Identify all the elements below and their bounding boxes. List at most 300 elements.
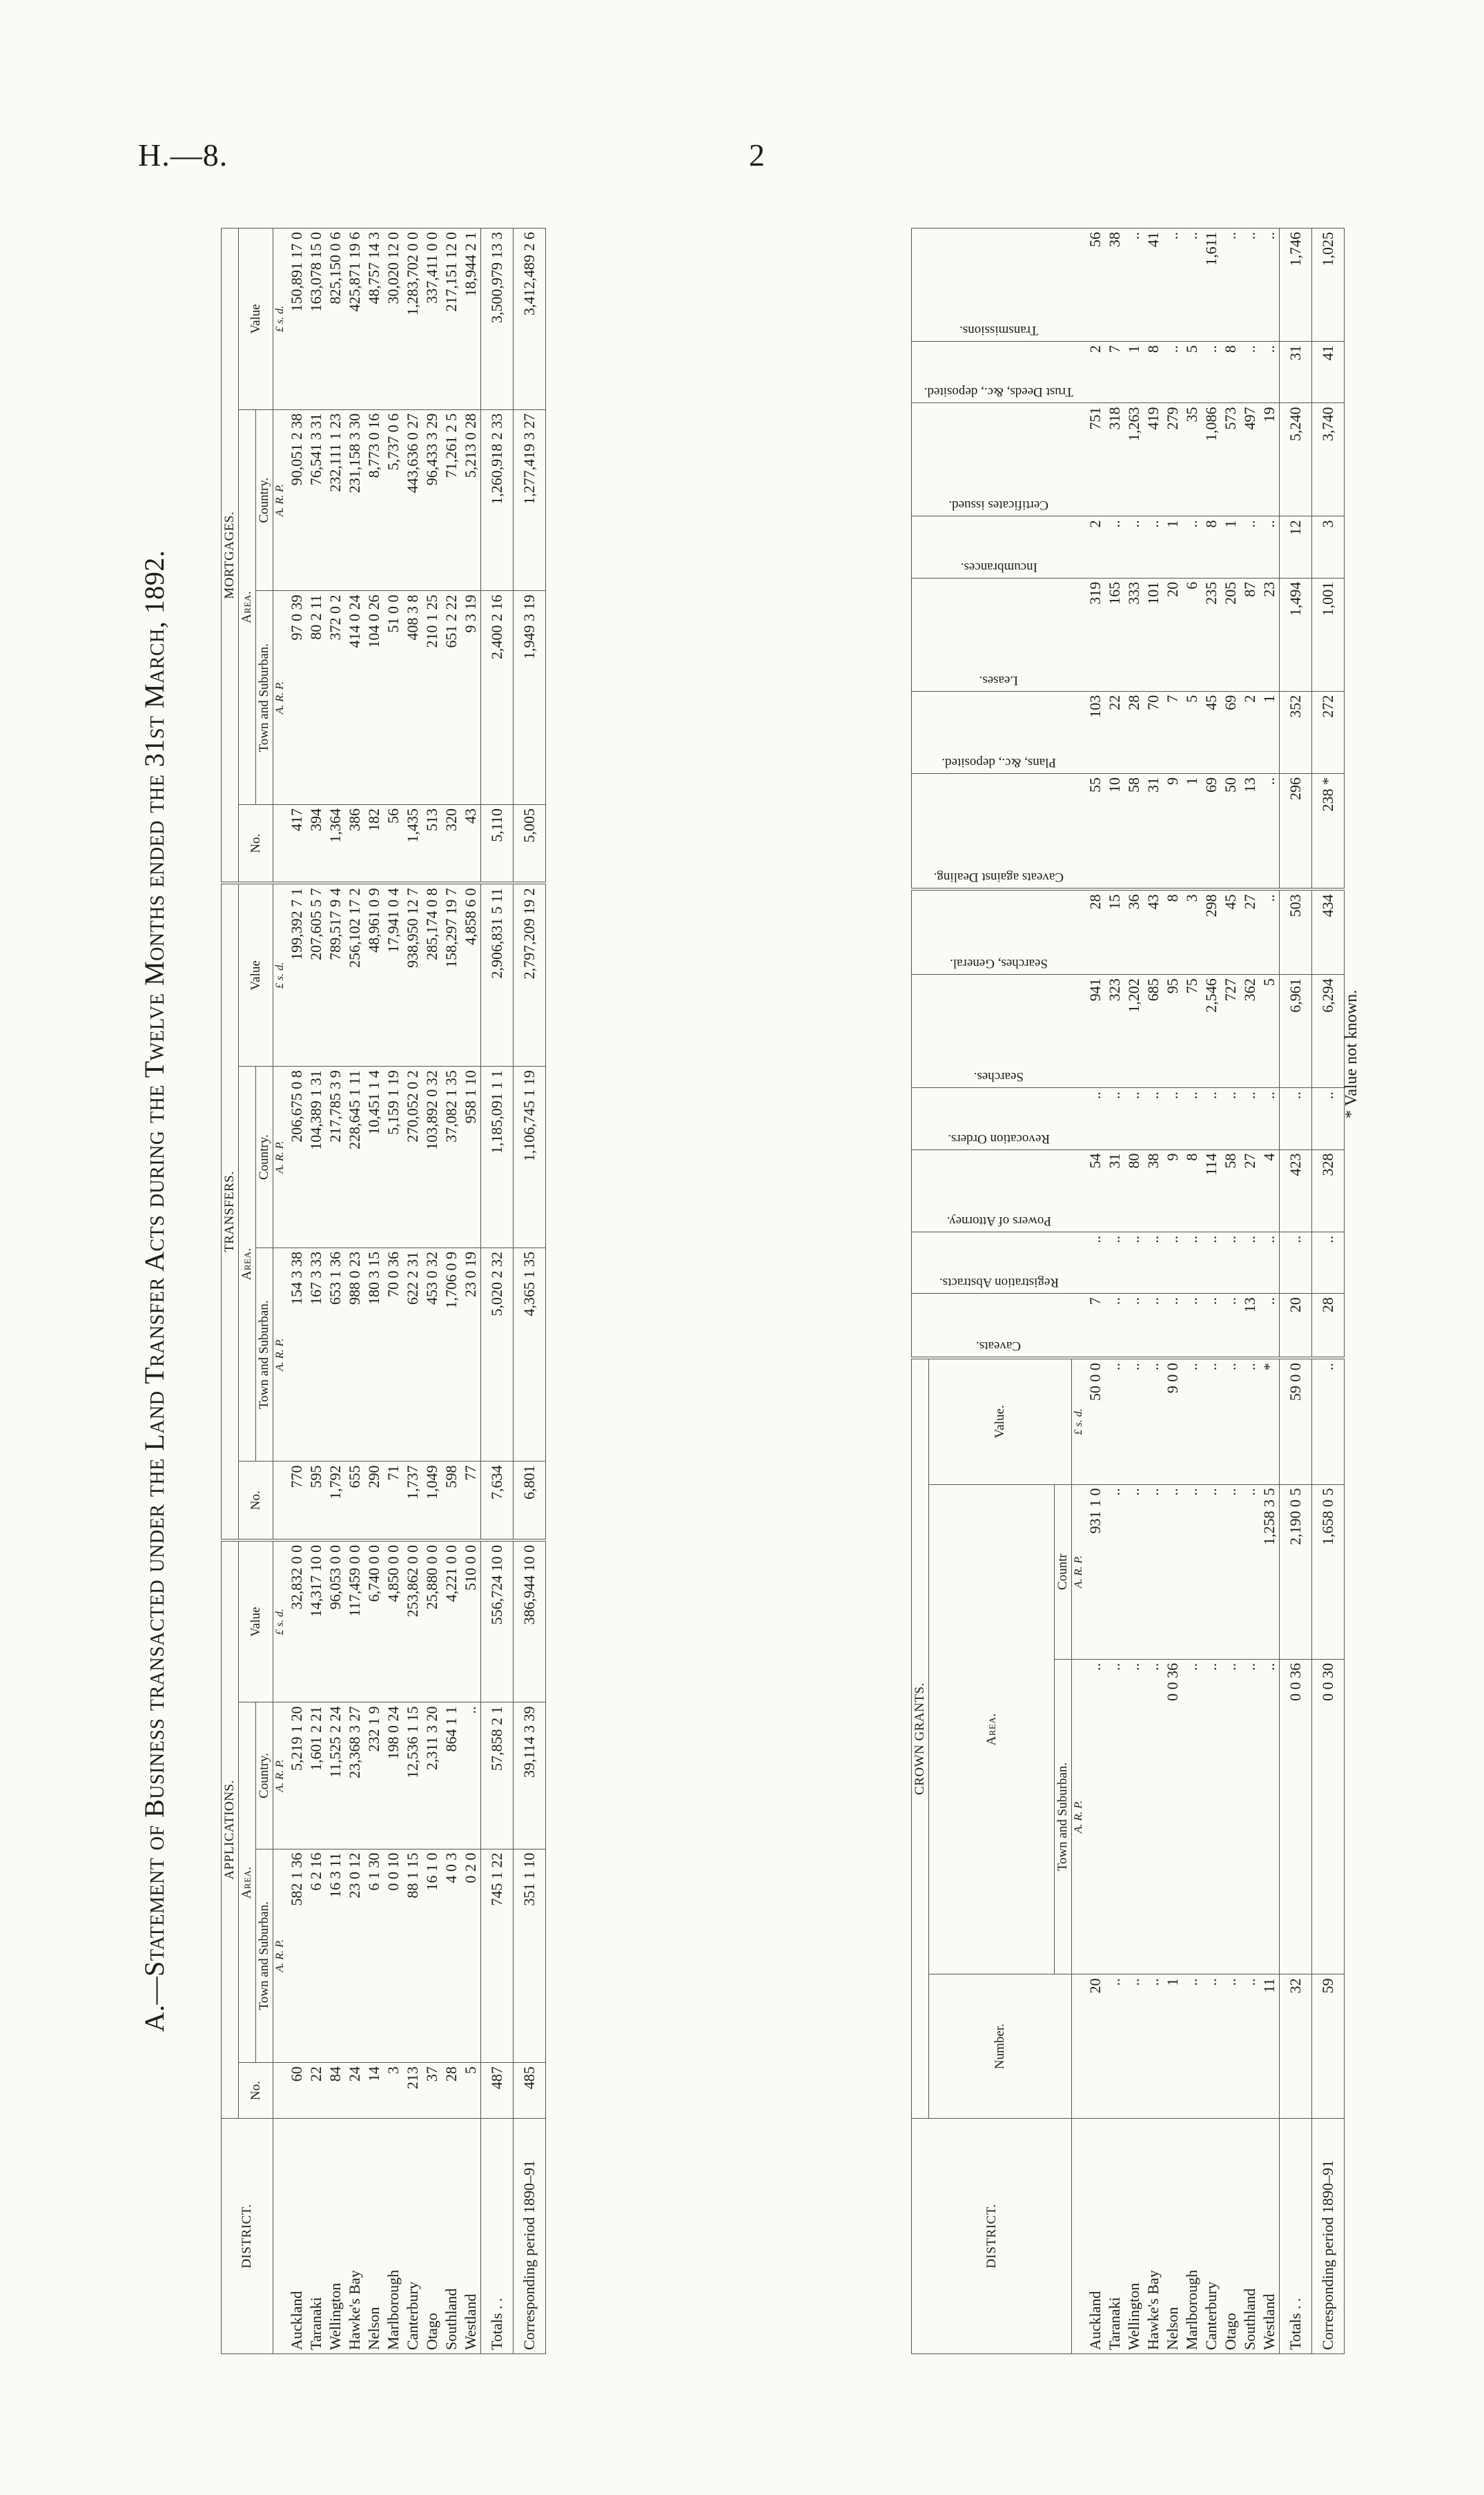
- col-header: Town and Suburban.: [256, 591, 273, 805]
- table-cell: 4,365 1 35: [514, 1248, 546, 1462]
- table-cell: 28: [1124, 691, 1144, 773]
- table-cell: 9 0 0: [1163, 1358, 1182, 1484]
- table-cell: 20: [1280, 1294, 1312, 1358]
- table-cell: ..: [1240, 516, 1260, 578]
- table-cell: 0 0 36: [1280, 1659, 1312, 1974]
- unit-label: £ s. d.: [1072, 1358, 1086, 1484]
- table-cell: 56: [1086, 232, 1104, 247]
- row-label: Corresponding period 1890–91: [514, 2119, 546, 2354]
- table-cell: ..: [1086, 1659, 1105, 1974]
- table-row: [1105, 229, 1124, 2354]
- table-cell: 55: [1086, 773, 1105, 889]
- table-cell: 2: [1086, 516, 1105, 578]
- table-cell: 5: [461, 2063, 481, 2119]
- table-cell: 167 3 33: [306, 1248, 326, 1462]
- unit-label: £ s. d.: [274, 305, 286, 332]
- table-cell: ..: [1105, 1294, 1124, 1358]
- col-header: Incumbrances.: [960, 559, 1037, 574]
- col-header: Value: [239, 1540, 273, 1702]
- table-cell: 1,792: [326, 1462, 345, 1540]
- table-cell: 9: [1163, 1149, 1182, 1232]
- table-cell: 16 3 11: [326, 1849, 345, 2063]
- table-cell: 7,634: [481, 1462, 514, 1540]
- table-cell: 864 1 1: [442, 1702, 461, 1849]
- table-cell: ..: [1144, 516, 1163, 578]
- table-cell: 28: [1312, 1294, 1345, 1358]
- page-id: H.—8.: [138, 137, 228, 173]
- table-cell: ..: [1124, 1232, 1144, 1293]
- table-cell: ..: [1240, 1232, 1260, 1293]
- col-header: Registration Abstracts.: [939, 1275, 1059, 1290]
- table-cell: 35: [1182, 403, 1202, 516]
- table-cell: 182: [364, 804, 384, 883]
- table-cell: ..: [1202, 1294, 1221, 1358]
- table-cell: 5,240: [1280, 403, 1312, 516]
- table-cell: 1,001: [1312, 578, 1345, 691]
- mortgages-header: MORTGAGES.: [222, 229, 239, 884]
- col-header: Caveats.: [976, 1339, 1022, 1354]
- district-name: Otago: [1221, 2119, 1240, 2354]
- unit-label: £ s. d.: [273, 1540, 288, 1702]
- table-cell: 272: [1312, 691, 1345, 773]
- table-cell: ..: [1163, 1088, 1182, 1149]
- district-name: Canterbury: [1202, 2119, 1221, 2354]
- table-cell: 6,801: [514, 1462, 546, 1540]
- table-cell: 60: [287, 2063, 306, 2119]
- table-cell: 217,151 12 0: [442, 232, 460, 312]
- table-cell: 32: [1280, 1974, 1312, 2119]
- table-cell: ..: [1163, 342, 1182, 403]
- table-row: [1086, 229, 1105, 2354]
- table-cell: 50 0 0: [1086, 1358, 1105, 1484]
- table-row: [1221, 229, 1240, 2354]
- table-cell: 419: [1144, 403, 1163, 516]
- table-cell: ..: [1182, 1232, 1202, 1293]
- table-cell: 20: [1163, 578, 1182, 691]
- table-cell: 32,832 0 0: [287, 1540, 306, 1702]
- table-cell: 104,389 1 31: [306, 1067, 326, 1248]
- district-name: Southland: [442, 2119, 461, 2354]
- row-label: Totals . .: [481, 2119, 514, 2354]
- table-cell: 1,185,091 1 1: [481, 1067, 514, 1248]
- table-cell: 1,435: [403, 804, 422, 883]
- table-cell: ..: [1144, 1484, 1163, 1659]
- table-cell: 598: [442, 1462, 461, 1540]
- table-cell: 5,005: [514, 804, 546, 883]
- table-cell: 22: [1105, 691, 1124, 773]
- table-cell: ..: [1280, 1232, 1312, 1293]
- table-row: [364, 229, 384, 2354]
- table-cell: 1: [1124, 342, 1144, 403]
- rotated-statement: [138, 228, 1353, 2354]
- table-cell: 38: [1106, 232, 1123, 247]
- table-cell: 10,451 1 4: [364, 1067, 384, 1248]
- statement-title: A.—Statement of Business transacted under the Land Transfer Acts during the Twelve Months ended the 31st March, 1892.: [139, 550, 170, 2032]
- col-header: Leases.: [979, 672, 1019, 688]
- table-cell: ..: [1144, 1659, 1163, 1974]
- table-row: [326, 229, 345, 2354]
- table-cell: 6 1 30: [364, 1849, 384, 2063]
- col-header: Town and Suburban.: [256, 1849, 273, 2063]
- table-cell: 351 1 10: [514, 1849, 546, 2063]
- table-cell: 235: [1202, 578, 1221, 691]
- table-cell: 70 0 36: [384, 1248, 403, 1462]
- table-cell: ..: [1182, 1974, 1202, 2119]
- table-cell: 54: [1086, 1149, 1105, 1232]
- col-header: Town and Suburban.: [1055, 1659, 1072, 1974]
- table-cell: 4,850 0 0: [384, 1540, 403, 1702]
- table-cell: 232,111 1 23: [326, 409, 345, 591]
- table-cell: 2: [1240, 691, 1260, 773]
- table-cell: ..: [1260, 1232, 1280, 1293]
- col-header: Country.: [256, 1702, 273, 1849]
- unit-label: A. R. P.: [273, 409, 288, 591]
- table-cell: ..: [1124, 1659, 1144, 1974]
- table-cell: 69: [1221, 691, 1240, 773]
- table-cell: ..: [1260, 773, 1280, 889]
- table-cell: 25,880 0 0: [422, 1540, 442, 1702]
- table-cell: 4 0 3: [442, 1849, 461, 2063]
- table-cell: 23: [1260, 578, 1280, 691]
- table-cell: 238 *: [1312, 773, 1345, 889]
- table-row: [403, 229, 422, 2354]
- table-cell: 59: [1312, 1974, 1345, 2119]
- col-header: Value: [239, 883, 273, 1066]
- table-cell: ..: [1105, 516, 1124, 578]
- unit-label: A. R. P.: [273, 1849, 288, 2063]
- crown-grants-table-body: [1086, 229, 1345, 2354]
- table-cell: 443,636 0 27: [403, 409, 422, 591]
- table-cell: 1: [1221, 516, 1240, 578]
- table-cell: ..: [1163, 1484, 1182, 1659]
- table-cell: 231,158 3 30: [345, 409, 364, 591]
- table-cell: ..: [1260, 516, 1280, 578]
- unit-label: A. R. P.: [273, 591, 288, 805]
- col-header: Area.: [239, 409, 256, 804]
- table-cell: ..: [1260, 889, 1280, 974]
- table-cell: 59 0 0: [1280, 1358, 1312, 1484]
- table-cell: 1,658 0 5: [1312, 1484, 1345, 1659]
- table-cell: 3: [384, 2063, 403, 2119]
- table-cell: ..: [1240, 342, 1260, 403]
- table-cell: ..: [1221, 1232, 1240, 1293]
- table-cell: 6,294: [1312, 975, 1345, 1088]
- table-cell: 417: [287, 804, 306, 883]
- table-cell: 323: [1105, 975, 1124, 1088]
- table-cell: 8: [1144, 342, 1163, 403]
- table-cell: 103: [1086, 691, 1105, 773]
- table-row: [1124, 229, 1144, 2354]
- table-cell: 56: [384, 804, 403, 883]
- applications-header: APPLICATIONS.: [222, 1540, 239, 2119]
- table-cell: 573: [1221, 403, 1240, 516]
- table-cell: ..: [1144, 1232, 1163, 1293]
- table-cell: 8: [1202, 516, 1221, 578]
- table-cell: ..: [461, 1702, 481, 1849]
- table-cell: 88 1 15: [403, 1849, 422, 2063]
- table-cell: ..: [1144, 1294, 1163, 1358]
- table-cell: 2,906,831 5 11: [481, 883, 514, 1066]
- col-header: Value.: [929, 1358, 1072, 1484]
- table-cell: 48,757 14 3: [365, 232, 382, 304]
- table-cell: 158,297 19 7: [442, 883, 461, 1066]
- district-name: Marlborough: [1182, 2119, 1202, 2354]
- table-cell: 253,862 0 0: [403, 1540, 422, 1702]
- district-name: Westland: [461, 2119, 481, 2354]
- table-cell: 408 3 8: [403, 591, 422, 805]
- table-cell: ..: [1144, 1358, 1163, 1484]
- table-cell: 386: [345, 804, 364, 883]
- table-cell: 71: [384, 1462, 403, 1540]
- table-row: [1260, 229, 1280, 2354]
- footnote: * Value not known.: [1343, 989, 1360, 1118]
- table-cell: 28: [1086, 889, 1105, 974]
- table-cell: 414 0 24: [345, 591, 364, 805]
- table-cell: 228,645 1 11: [345, 1067, 364, 1248]
- table-cell: 71,261 2 5: [442, 409, 461, 591]
- table-cell: ..: [1221, 1358, 1240, 1484]
- table-cell: ..: [1202, 342, 1221, 403]
- table-cell: ..: [1144, 1974, 1163, 2119]
- table-cell: 104 0 26: [364, 591, 384, 805]
- table-cell: 95: [1163, 975, 1182, 1088]
- table-cell: 1,283,702 0 0: [404, 232, 421, 315]
- table-cell: ..: [1221, 1484, 1240, 1659]
- table-cell: 114: [1202, 1149, 1221, 1232]
- table-cell: 23 0 19: [461, 1248, 481, 1462]
- district-name: Wellington: [1124, 2119, 1144, 2354]
- table-cell: ..: [1163, 1232, 1182, 1293]
- table-cell: 90,051 2 38: [287, 409, 306, 591]
- table-cell: 513: [422, 804, 442, 883]
- district-name: Westland: [1260, 2119, 1280, 2354]
- table-cell: 5: [1182, 342, 1202, 403]
- table-cell: 45: [1221, 889, 1240, 974]
- table-cell: 163,078 15 0: [307, 232, 324, 312]
- district-name: Auckland: [287, 2119, 306, 2354]
- district-name: Canterbury: [403, 2119, 422, 2354]
- table-cell: 31: [1144, 773, 1163, 889]
- table-cell: 3,740: [1312, 403, 1345, 516]
- table-cell: 337,411 0 0: [423, 232, 440, 304]
- table-cell: ..: [1312, 1088, 1345, 1149]
- table-cell: 425,871 19 6: [346, 232, 363, 312]
- table-cell: 386,944 10 0: [514, 1540, 546, 1702]
- table-row: [306, 229, 326, 2354]
- business-table: [221, 228, 546, 2354]
- table-cell: 103,892 0 32: [422, 1067, 442, 1248]
- table-cell: 23 0 12: [345, 1849, 364, 2063]
- col-header: Area.: [239, 1067, 256, 1462]
- table-cell: 48,961 0 9: [364, 883, 384, 1066]
- table-cell: 150,891 17 0: [288, 232, 305, 312]
- table-cell: ..: [1105, 1232, 1124, 1293]
- table-cell: ..: [1221, 1974, 1240, 2119]
- table-cell: 1: [1163, 1974, 1182, 2119]
- table-cell: 0 0 10: [384, 1849, 403, 2063]
- table-cell: 5,219 1 20: [287, 1702, 306, 1849]
- district-header: DISTRICT.: [222, 2119, 273, 2354]
- table-cell: 96,433 3 29: [422, 409, 442, 591]
- district-header: DISTRICT.: [912, 2119, 1072, 2354]
- table-cell: 279: [1163, 403, 1182, 516]
- table-cell: 1,086: [1202, 403, 1221, 516]
- table-cell: 6,961: [1280, 975, 1312, 1088]
- table-cell: ..: [1240, 1659, 1260, 1974]
- table-cell: 5,110: [481, 804, 514, 883]
- district-name: Hawke's Bay: [1144, 2119, 1163, 2354]
- table-cell: ..: [1260, 1659, 1280, 1974]
- col-header: Revocation Orders.: [948, 1131, 1050, 1146]
- table-cell: 2,190 0 5: [1280, 1484, 1312, 1659]
- table-cell: 296: [1280, 773, 1312, 889]
- table-cell: 1,706 0 9: [442, 1248, 461, 1462]
- table-cell: 28: [442, 2063, 461, 2119]
- table-cell: 38: [1144, 1149, 1163, 1232]
- table-cell: 8: [1163, 889, 1182, 974]
- table-cell: ..: [1182, 1088, 1202, 1149]
- district-name: Taranaki: [306, 2119, 326, 2354]
- table-cell: 745 1 22: [481, 1849, 514, 2063]
- table-cell: 3,500,979 13 3: [481, 229, 514, 410]
- table-cell: ..: [1086, 1088, 1105, 1149]
- table-cell: 938,950 12 7: [403, 883, 422, 1066]
- col-header: Number.: [929, 1974, 1072, 2119]
- table-cell: 7: [1105, 342, 1124, 403]
- table-cell: 1,949 3 19: [514, 591, 546, 805]
- table-cell: 328: [1312, 1149, 1345, 1232]
- table-cell: 8,773 0 16: [364, 409, 384, 591]
- table-cell: 3: [1182, 889, 1202, 974]
- row-label: Totals . .: [1280, 2119, 1312, 2354]
- col-header: Caveats against Dealing.: [933, 870, 1064, 885]
- table-cell: ..: [1202, 1974, 1221, 2119]
- crown-grants-header: CROWN GRANTS.: [912, 1358, 929, 2118]
- table-cell: 14,317 10 0: [306, 1540, 326, 1702]
- table-cell: 13: [1240, 1294, 1260, 1358]
- table-cell: 37,082 1 35: [442, 1067, 461, 1248]
- table-cell: 3: [1312, 516, 1345, 578]
- table-cell: 5: [1182, 691, 1202, 773]
- table-cell: ..: [1183, 232, 1200, 240]
- table-cell: 31: [1280, 342, 1312, 403]
- table-cell: 362: [1240, 975, 1260, 1088]
- table-cell: 487: [481, 2063, 514, 2119]
- table-cell: 22: [306, 2063, 326, 2119]
- table-cell: 4,858 6 0: [461, 883, 481, 1066]
- table-cell: ..: [1260, 232, 1278, 240]
- table-cell: 1,258 3 5: [1260, 1484, 1280, 1659]
- table-cell: ..: [1182, 516, 1202, 578]
- table-cell: ..: [1105, 1358, 1124, 1484]
- table-cell: 2: [1086, 342, 1105, 403]
- table-cell: 319: [1086, 578, 1105, 691]
- table-cell: 30,020 12 0: [384, 232, 402, 304]
- table-cell: 453 0 32: [422, 1248, 442, 1462]
- table-cell: 31: [1105, 1149, 1124, 1232]
- table-cell: 988 0 23: [345, 1248, 364, 1462]
- col-header: Transmissions.: [959, 323, 1038, 338]
- table-cell: ..: [1280, 1088, 1312, 1149]
- table-cell: 0 0 36: [1163, 1659, 1182, 1974]
- table-cell: 685: [1144, 975, 1163, 1088]
- col-header: Searches.: [973, 1069, 1024, 1085]
- table-cell: 39,114 3 39: [514, 1702, 546, 1849]
- district-name: Nelson: [364, 2119, 384, 2354]
- table-cell: 154 3 38: [287, 1248, 306, 1462]
- table-cell: 17,941 0 4: [384, 883, 403, 1066]
- table-cell: 556,724 10 0: [481, 1540, 514, 1702]
- col-header: Town and Suburban.: [256, 1248, 273, 1462]
- table-cell: ..: [1240, 1974, 1260, 2119]
- table-cell: 8: [1221, 342, 1240, 403]
- table-cell: 1,746: [1280, 229, 1312, 342]
- table-cell: ..: [1312, 1232, 1345, 1293]
- table-cell: ..: [1164, 232, 1181, 240]
- table-cell: ..: [1240, 1088, 1260, 1149]
- table-cell: 1,611: [1202, 232, 1220, 266]
- table-cell: ..: [1105, 1088, 1124, 1149]
- table-cell: 19: [1260, 403, 1280, 516]
- table-cell: 290: [364, 1462, 384, 1540]
- table-row: [287, 229, 306, 2354]
- table-cell: ..: [1221, 1294, 1240, 1358]
- table-cell: 423: [1280, 1149, 1312, 1232]
- table-cell: 206,675 0 8: [287, 1067, 306, 1248]
- table-cell: 36: [1124, 889, 1144, 974]
- table-cell: 27: [1240, 889, 1260, 974]
- col-header: Certificates issued.: [948, 498, 1049, 513]
- table-cell: 27: [1240, 1149, 1260, 1232]
- table-cell: 1,737: [403, 1462, 422, 1540]
- table-cell: 117,459 0 0: [345, 1540, 364, 1702]
- table-cell: ..: [1241, 232, 1258, 240]
- table-cell: 57,858 2 1: [481, 1702, 514, 1849]
- table-cell: 1,277,419 3 27: [514, 409, 546, 591]
- table-cell: 41: [1144, 232, 1162, 247]
- col-header: Plans, &c., deposited.: [941, 755, 1056, 770]
- table-cell: ..: [1086, 1232, 1105, 1293]
- table-cell: 485: [514, 2063, 546, 2119]
- totals-row: [481, 229, 514, 2354]
- table-cell: 941: [1086, 975, 1105, 1088]
- table-cell: 96,053 0 0: [326, 1540, 345, 1702]
- table-cell: 165: [1105, 578, 1124, 691]
- table-cell: 80 2 11: [306, 591, 326, 805]
- table-cell: 84: [326, 2063, 345, 2119]
- table-cell: 333: [1124, 578, 1144, 691]
- table-cell: ..: [1105, 1484, 1124, 1659]
- unit-label: A. R. P.: [273, 1067, 288, 1248]
- row-label: Corresponding period 1890–91: [1312, 2119, 1345, 2354]
- table-cell: 41: [1312, 342, 1345, 403]
- table-cell: 1,202: [1124, 975, 1144, 1088]
- table-cell: ..: [1260, 1088, 1280, 1149]
- table-cell: ..: [1163, 1294, 1182, 1358]
- table-cell: 751: [1086, 403, 1105, 516]
- table-cell: 7: [1163, 691, 1182, 773]
- table-cell: 372 0 2: [326, 591, 345, 805]
- table-cell: 14: [364, 2063, 384, 2119]
- district-name: Wellington: [326, 2119, 345, 2354]
- business-table-body: [287, 229, 546, 2354]
- transfers-header: TRANSFERS.: [222, 883, 239, 1540]
- col-header: Country.: [256, 409, 273, 591]
- table-cell: 87: [1240, 578, 1260, 691]
- table-cell: 5,213 0 28: [461, 409, 481, 591]
- table-cell: 210 1 25: [422, 591, 442, 805]
- district-name: Southland: [1240, 2119, 1260, 2354]
